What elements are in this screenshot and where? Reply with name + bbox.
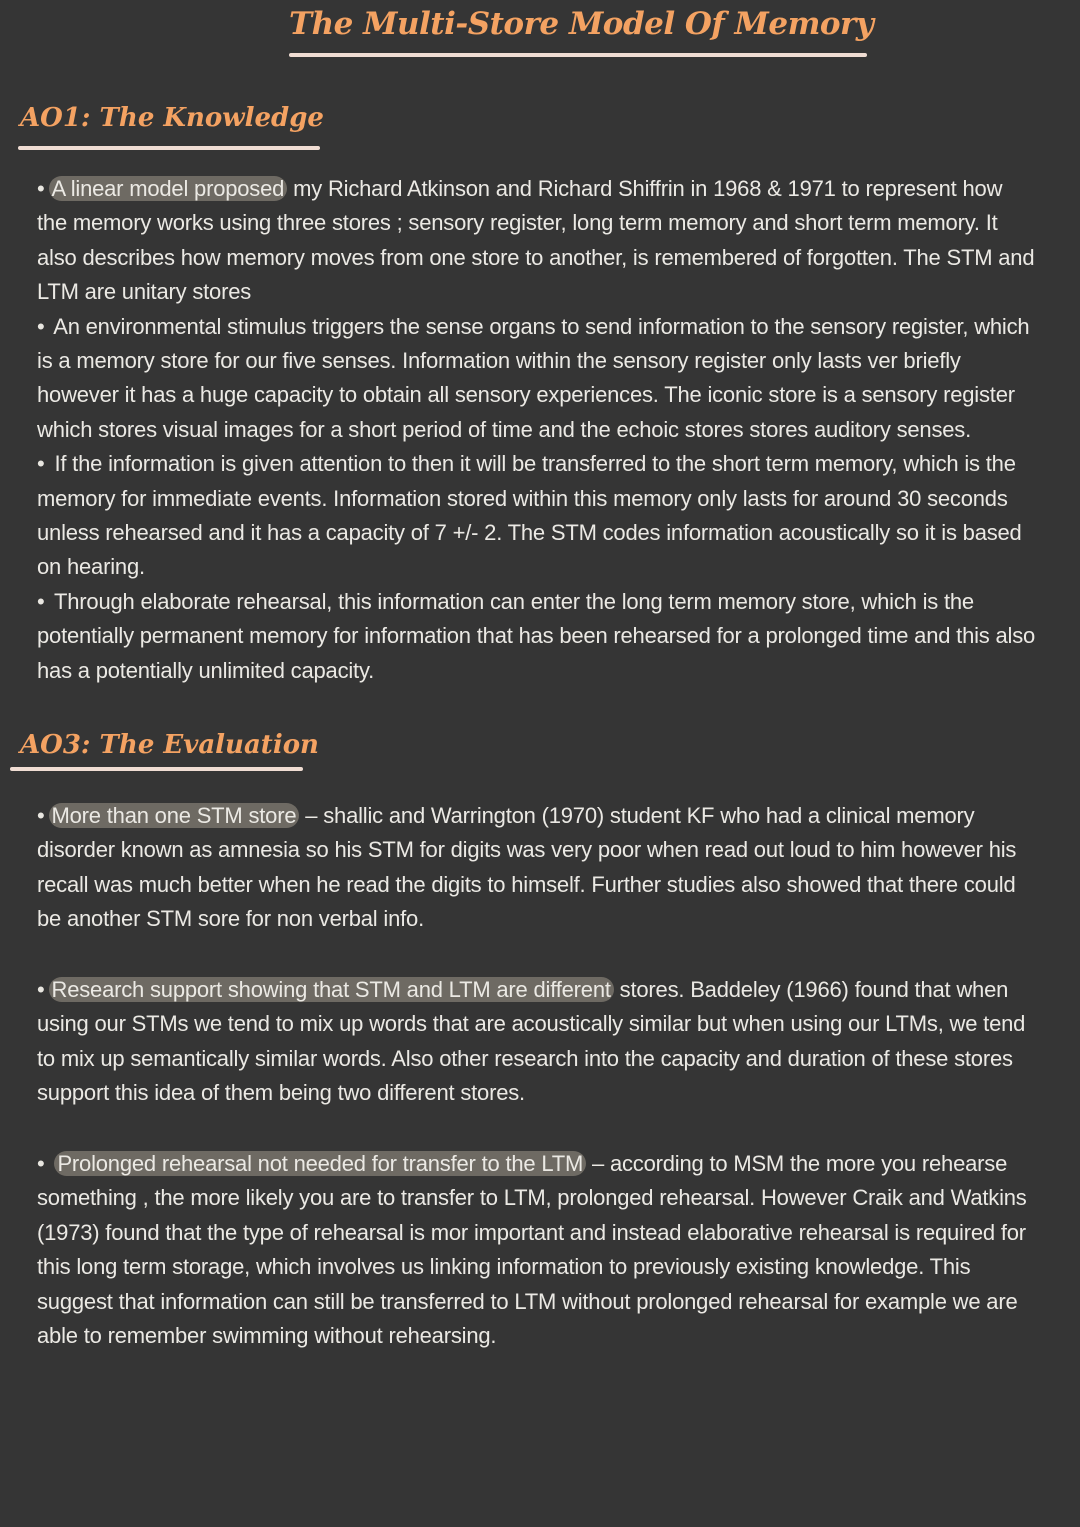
ao3-text-block-1: [37, 799, 1037, 937]
ao1-text-block: [37, 172, 1037, 688]
ao3-text-block-3: [37, 1147, 1037, 1353]
page-title: The Multi-Store Model Of Memory: [289, 6, 874, 42]
bullet-icon: •: [37, 176, 45, 201]
bullet-icon: •: [37, 1151, 45, 1176]
bullet-icon: •: [37, 803, 45, 828]
title-underline: [289, 53, 867, 57]
point-text: An environmental stimulus triggers the sense organs to send information to the sensory register, which is a memory store for our five senses. Information within the sensory register only lasts ver briefly however it has a huge capacity to obtain all sensory experiences. The iconic store is a sensory register which stores visual images for a short period of time and the echoic stores stores auditory senses.: [37, 313, 1030, 442]
point-text: Through elaborate rehearsal, this information can enter the long term memory store, which is the potentially permanent memory for information that has been rehearsed for a prolonged time and this also has a potentially unlimited capacity.: [37, 588, 1036, 683]
ao3-heading: AO3: The Evaluation: [20, 730, 319, 760]
ao1-heading-underline: [18, 146, 320, 150]
highlighted-phrase: Prolonged rehearsal not needed for transfer to the LTM: [54, 1151, 586, 1176]
ao1-point-2: [37, 310, 1037, 448]
highlighted-phrase: More than one STM store: [49, 803, 300, 828]
ao3-point-1: [37, 799, 1037, 937]
point-text: – according to MSM the more you rehearse something , the more likely you are to transfer to LTM, prolonged rehearsal. However Craik and Watkins (1973) found that the type of rehearsal is mor important and instead elaborative rehearsal is required for this long term storage, which involves us linking information to previously existing knowledge. This suggest that information can still be transferred to LTM without prolonged rehearsal for example we are able to remember swimming without rehearsing.: [37, 1151, 1027, 1349]
ao3-point-2: [37, 973, 1037, 1111]
ao1-point-1: [37, 172, 1037, 310]
ao3-heading-underline: [10, 767, 303, 771]
bullet-icon: •: [37, 977, 45, 1002]
point-text: stores. Baddeley (1966) found that when using our STMs we tend to mix up words that are acoustically similar but when using our LTMs, we tend to mix up semantically similar words. Also other research into the capacity and duration of these stores support this idea of them being two different stores.: [37, 977, 1026, 1106]
ao1-point-3: [37, 447, 1037, 585]
point-text: – shallic and Warrington (1970) student KF who had a clinical memory disorder known as amnesia so his STM for digits was very poor when read out loud to him however his recall was much better when he read the digits to himself. Further studies also showed that there could be another STM sore for non verbal info.: [37, 803, 1017, 932]
ao3-point-3: [37, 1147, 1037, 1353]
bullet-icon: •: [37, 313, 45, 339]
ao3-text-block-2: [37, 973, 1037, 1111]
bullet-icon: •: [37, 451, 45, 477]
bullet-icon: •: [37, 588, 45, 614]
point-text: If the information is given attention to then it will be transferred to the short term memory, which is the memory for immediate events. Information stored within this memory only lasts for around 30 seconds unless rehearsed and it has a capacity of 7 +/- 2. The STM codes information acoustically so it is based on hearing.: [37, 451, 1022, 580]
ao1-heading: AO1: The Knowledge: [20, 103, 324, 133]
ao1-point-4: [37, 585, 1037, 688]
point-text: my Richard Atkinson and Richard Shiffrin in 1968 & 1971 to represent how the memory works using three stores ; sensory register, long term memory and short term memory. It also describes how memory moves from one store to another, is remembered of forgotten. The STM and LTM are unitary stores: [37, 176, 1035, 305]
highlighted-phrase: Research support showing that STM and LTM are different: [49, 977, 614, 1002]
highlighted-phrase: A linear model proposed: [49, 176, 288, 201]
